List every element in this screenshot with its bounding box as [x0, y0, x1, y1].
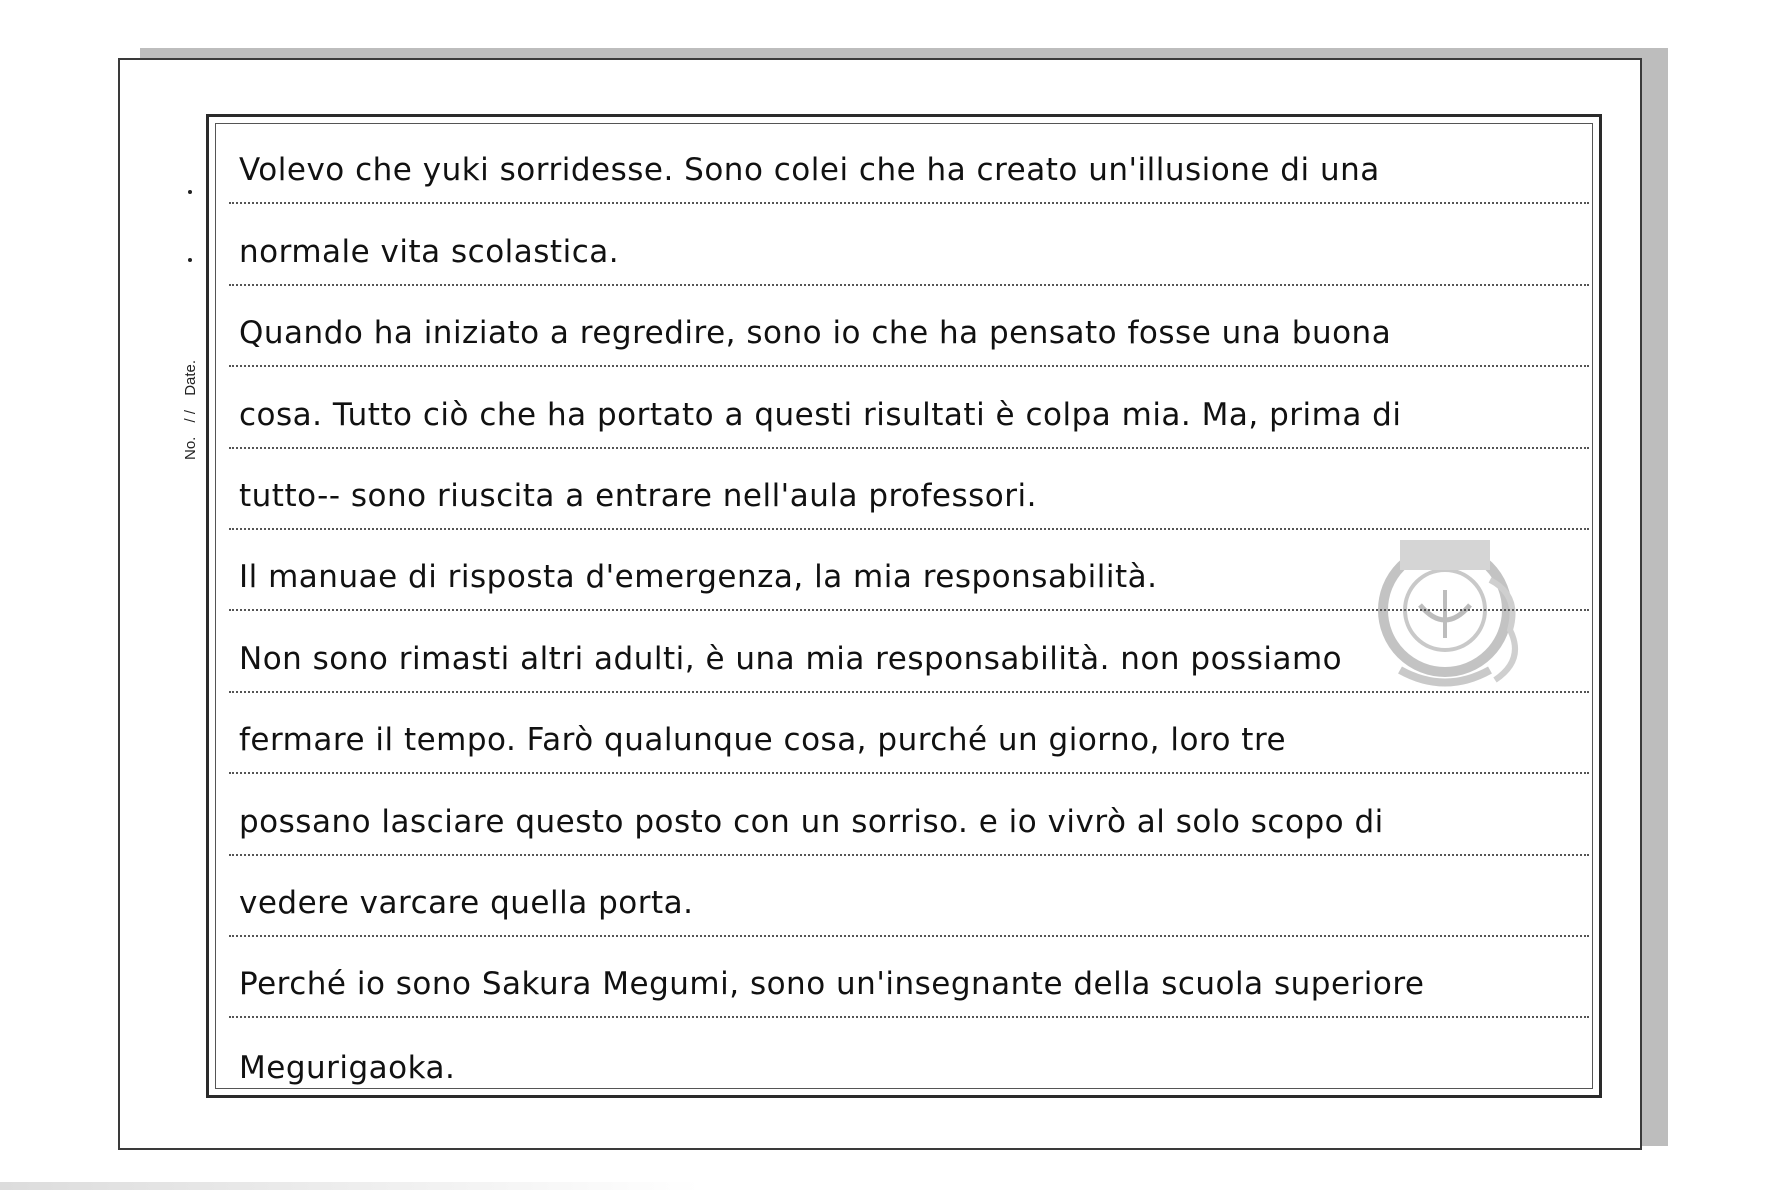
margin-dot — [188, 190, 192, 194]
journal-line — [229, 1018, 1589, 1099]
journal-line — [229, 937, 1589, 1018]
journal-line — [229, 693, 1589, 774]
school-emblem-stamp-icon — [1360, 520, 1530, 700]
journal-line-text: cosa. Tutto ciò che ha portato a questi risultati è colpa mia. Ma, prima di — [239, 396, 1402, 433]
journal-line — [229, 774, 1589, 855]
journal-line-text: possano lasciare questo posto con un sorriso. e io vivrò al solo scopo di — [239, 803, 1384, 840]
journal-line-text: Quando ha iniziato a regredire, sono io che ha pensato fosse una buona — [239, 315, 1392, 352]
journal-line — [229, 286, 1589, 367]
journal-line-text: Megurigaoka. — [239, 1049, 456, 1086]
journal-line-text: Perché io sono Sakura Megumi, sono un'insegnante della scuola superiore — [239, 966, 1425, 1003]
journal-line-text: normale vita scolastica. — [239, 233, 620, 270]
journal-line — [229, 204, 1589, 285]
journal-line — [229, 449, 1589, 530]
journal-line-text: tutto-- sono riuscita a entrare nell'aula professori. — [239, 477, 1037, 514]
journal-line-text: Volevo che yuki sorridesse. Sono colei che ha creato un'illusione di una — [239, 152, 1380, 189]
margin-dot — [188, 258, 192, 262]
journal-line-text: Non sono rimasti altri adulti, è una mia responsabilità. non possiamo — [239, 640, 1343, 677]
journal-line — [229, 123, 1589, 204]
no-label: No. — [182, 436, 199, 460]
journal-line — [229, 856, 1589, 937]
journal-line-text: vedere varcare quella porta. — [239, 884, 694, 921]
scan-smudge — [0, 1182, 700, 1190]
journal-line-text: fermare il tempo. Farò qualunque cosa, purché un giorno, loro tre — [239, 722, 1287, 759]
journal-line-text: Il manuae di risposta d'emergenza, la mia responsabilità. — [239, 559, 1158, 596]
no-slashes: / / — [182, 409, 199, 423]
no-date-rotated — [182, 350, 199, 460]
date-label: Date. — [182, 359, 199, 396]
journal-line — [229, 367, 1589, 448]
